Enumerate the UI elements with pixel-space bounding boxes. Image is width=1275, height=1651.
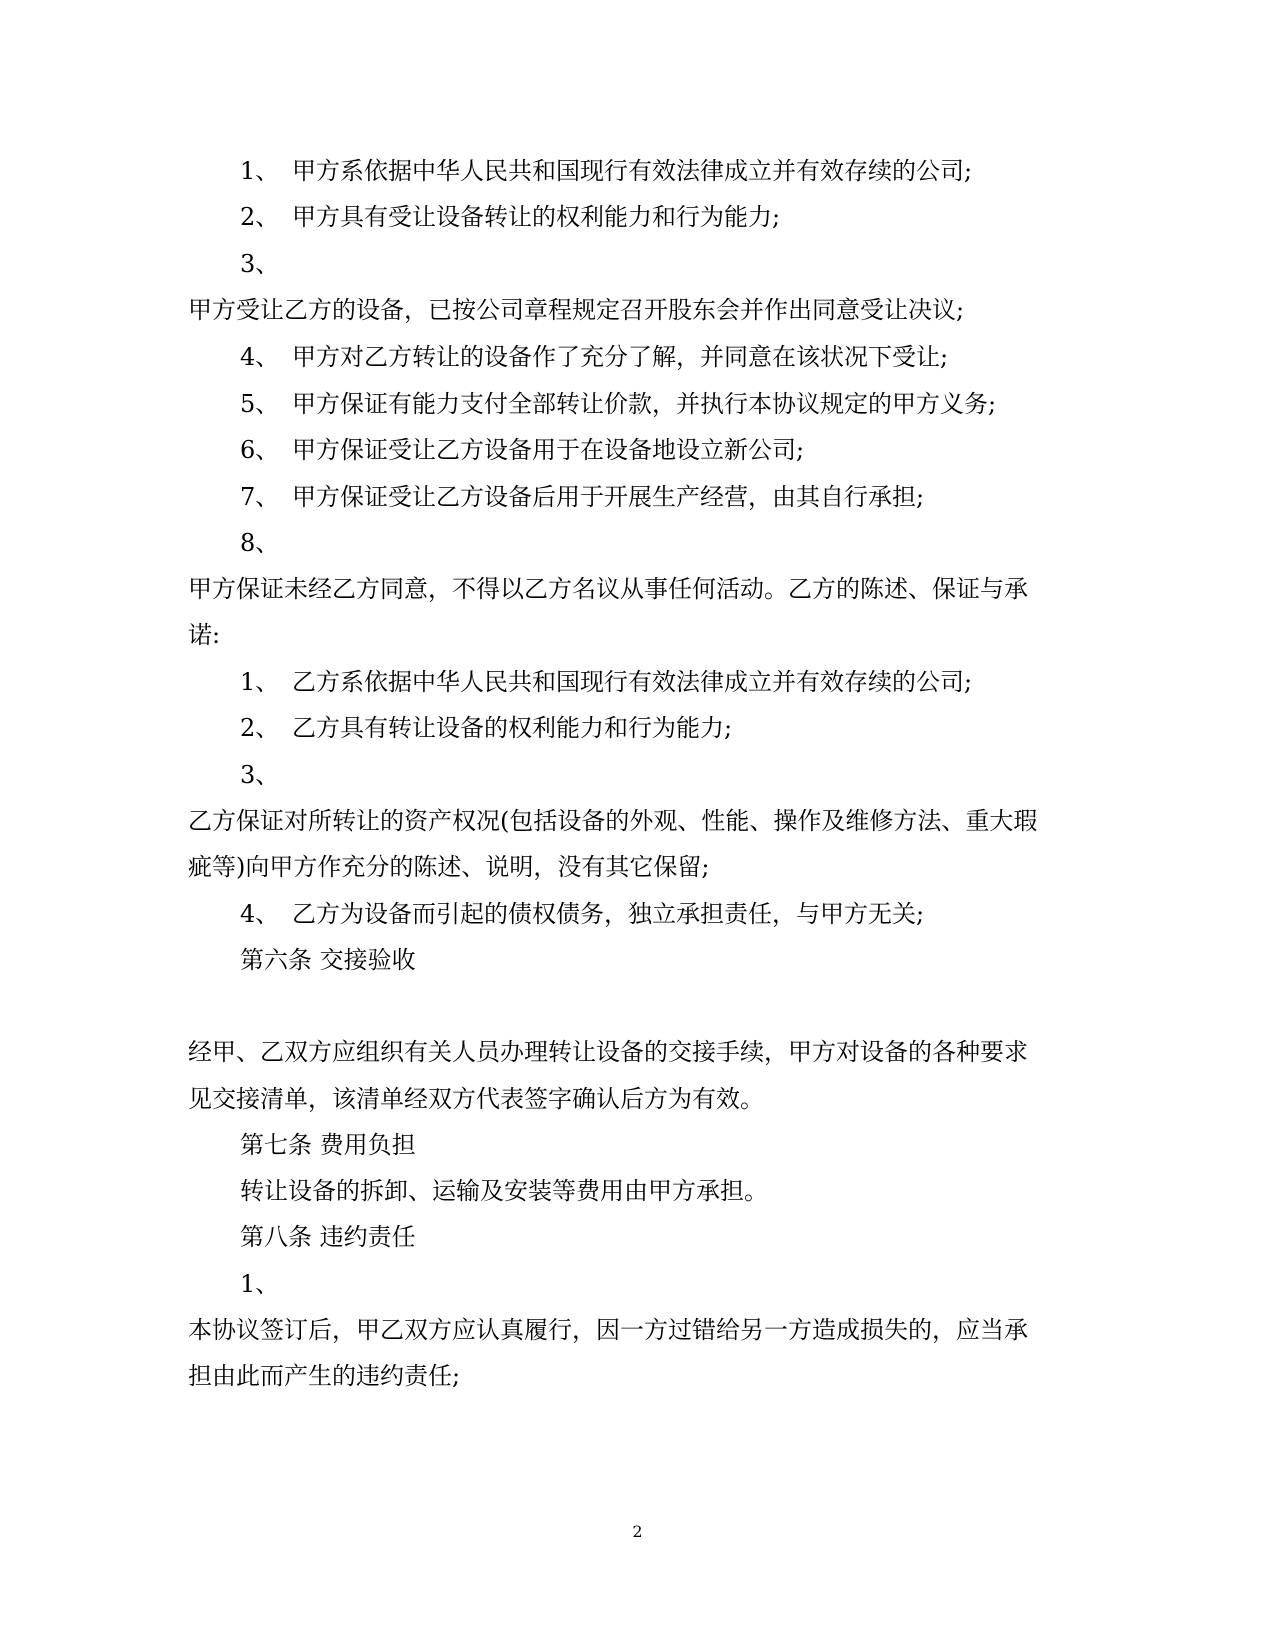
clause-number: 3、 <box>240 250 280 278</box>
article-7-text <box>240 1176 1275 1206</box>
clause-text: 担由此而产生的违约责任; <box>188 1362 461 1390</box>
clause-text: 乙方保证对所转让的资产权况(包括设备的外观、性能、操作及维修方法、重大瑕 <box>188 807 1038 835</box>
clause-text: 疵等)向甲方作充分的陈述、说明，没有其它保留; <box>188 853 710 881</box>
party-a-clause-4 <box>240 342 1275 372</box>
clause-text: 乙方具有转让设备的权利能力和行为能力; <box>292 714 733 742</box>
party-b-clause-4 <box>240 899 1275 929</box>
party-b-clause-2 <box>240 713 1275 743</box>
clause-number: 1、 <box>240 1270 280 1298</box>
party-a-clause-8-text <box>188 574 1275 604</box>
party-a-clause-5 <box>240 389 1275 419</box>
article-6-text <box>188 1037 1275 1067</box>
clause-number: 3、 <box>240 761 280 789</box>
party-a-clause-3-text <box>188 295 1275 325</box>
page-number: 2 <box>632 1522 643 1541</box>
clause-text: 见交接清单，该清单经双方代表签字确认后方为有效。 <box>188 1085 764 1113</box>
article-heading: 第八条 违约责任 <box>240 1223 416 1251</box>
clause-text: 乙方为设备而引起的债权债务，独立承担责任，与甲方无关; <box>292 900 925 928</box>
article-6-heading <box>240 945 1275 975</box>
party-a-clause-7 <box>240 482 1275 512</box>
party-b-clause-3 <box>240 760 1275 790</box>
clause-text: 转让设备的拆卸、运输及安装等费用由甲方承担。 <box>240 1177 768 1205</box>
clause-text: 乙方系依据中华人民共和国现行有效法律成立并有效存续的公司; <box>292 668 973 696</box>
article-7-heading <box>240 1130 1275 1160</box>
clause-text: 甲方系依据中华人民共和国现行有效法律成立并有效存续的公司; <box>292 157 973 185</box>
clause-number: 1、 <box>240 157 280 185</box>
clause-text: 甲方保证受让乙方设备用于在设备地设立新公司; <box>292 436 805 464</box>
clause-text: 甲方具有受让设备转让的权利能力和行为能力; <box>292 203 781 231</box>
clause-number: 4、 <box>240 343 280 371</box>
clause-number: 7、 <box>240 483 280 511</box>
party-a-clause-3 <box>240 249 1275 279</box>
party-a-clause-8 <box>240 528 1275 558</box>
clause-text: 诺: <box>188 621 221 649</box>
party-a-clause-2 <box>240 202 1275 232</box>
clause-number: 6、 <box>240 436 280 464</box>
article-8-clause-1-text-cont <box>188 1361 1275 1391</box>
party-a-clause-8-text-cont <box>188 620 1275 650</box>
article-6-text-cont <box>188 1084 1275 1114</box>
clause-text: 经甲、乙双方应组织有关人员办理转让设备的交接手续，甲方对设备的各种要求 <box>188 1038 1028 1066</box>
clause-number: 8、 <box>240 529 280 557</box>
clause-text: 甲方保证未经乙方同意，不得以乙方名议从事任何活动。乙方的陈述、保证与承 <box>188 575 1028 603</box>
party-b-clause-1 <box>240 667 1275 697</box>
clause-number: 5、 <box>240 390 280 418</box>
party-a-clause-6 <box>240 435 1275 465</box>
article-8-clause-1-text <box>188 1315 1275 1345</box>
article-8-clause-1 <box>240 1269 1275 1299</box>
clause-text: 甲方保证受让乙方设备后用于开展生产经营，由其自行承担; <box>292 483 925 511</box>
clause-text: 本协议签订后，甲乙双方应认真履行，因一方过错给另一方造成损失的，应当承 <box>188 1316 1028 1344</box>
clause-number: 2、 <box>240 203 280 231</box>
article-heading: 第六条 交接验收 <box>240 946 416 974</box>
article-8-heading <box>240 1222 1275 1252</box>
clause-text: 甲方保证有能力支付全部转让价款，并执行本协议规定的甲方义务; <box>292 390 997 418</box>
party-b-clause-3-text-cont <box>188 852 1275 882</box>
party-a-clause-1 <box>240 156 1275 186</box>
clause-text: 甲方对乙方转让的设备作了充分了解，并同意在该状况下受让; <box>292 343 949 371</box>
clause-text: 甲方受让乙方的设备，已按公司章程规定召开股东会并作出同意受让决议; <box>188 296 965 324</box>
article-heading: 第七条 费用负担 <box>240 1131 416 1159</box>
clause-number: 1、 <box>240 668 280 696</box>
party-b-clause-3-text <box>188 806 1275 836</box>
clause-number: 2、 <box>240 714 280 742</box>
clause-number: 4、 <box>240 900 280 928</box>
